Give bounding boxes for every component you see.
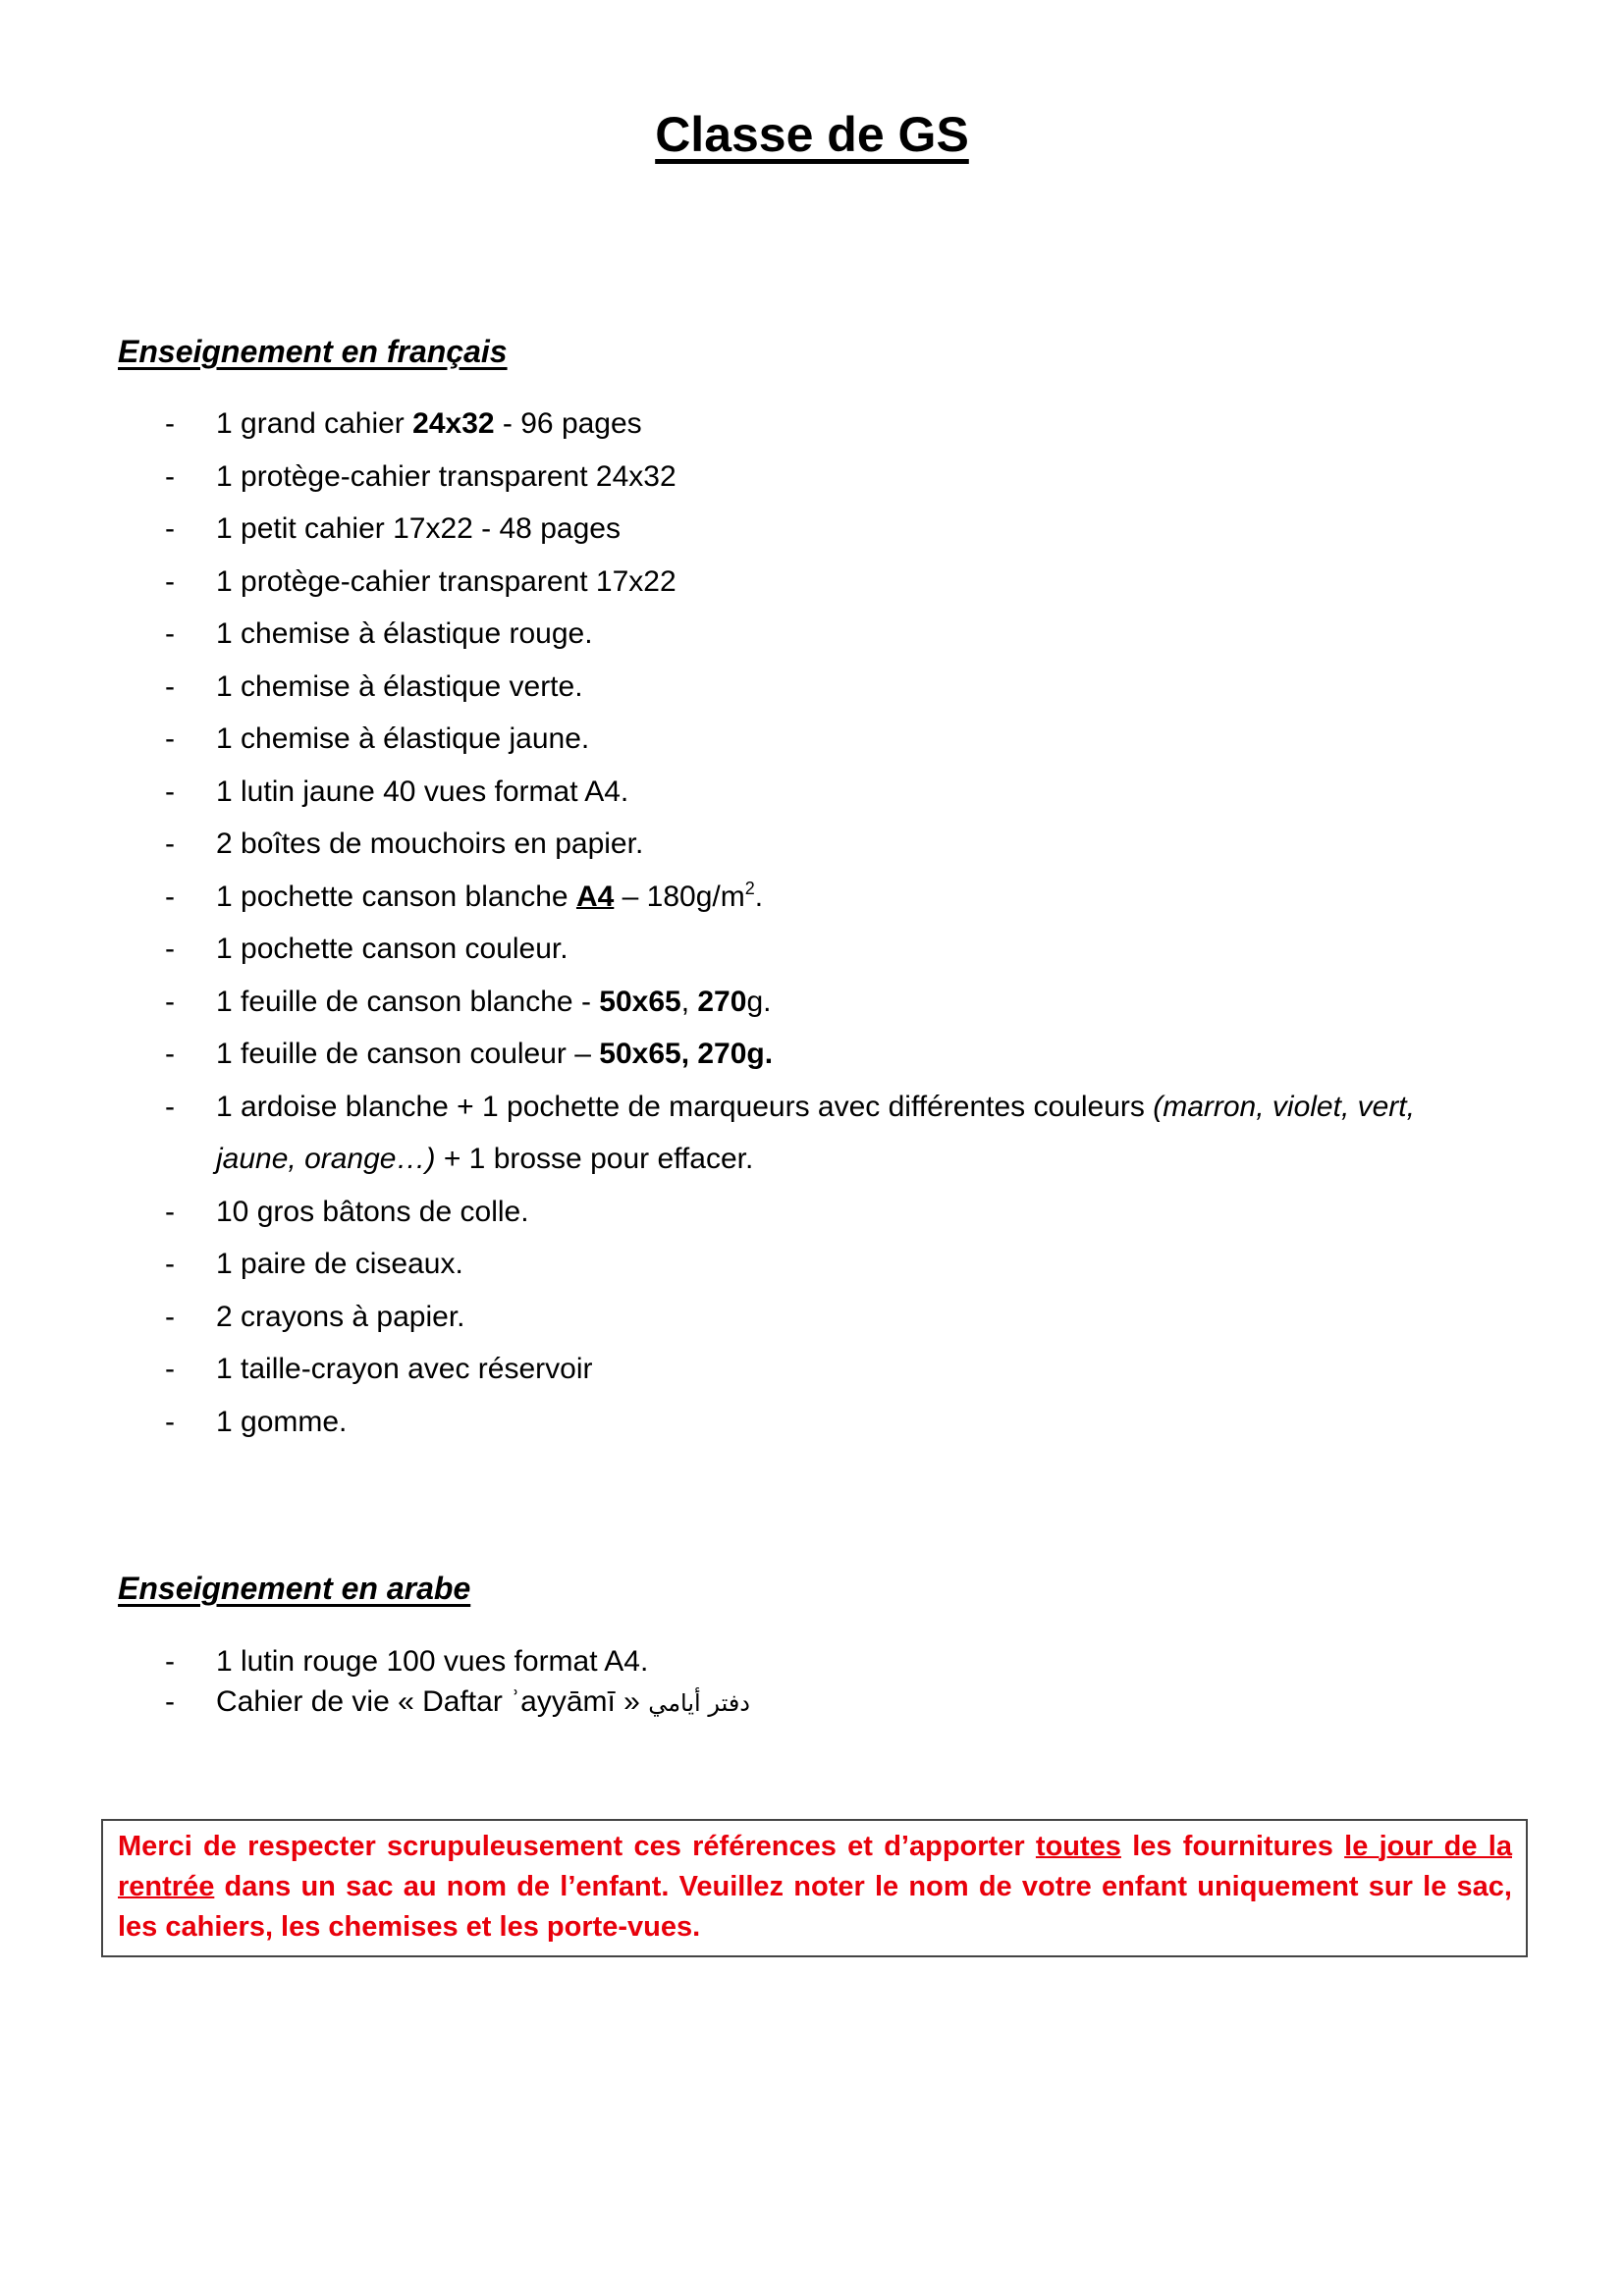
list-item: - 1 chemise à élastique rouge. bbox=[0, 608, 1492, 661]
bullet-dash: - bbox=[165, 407, 175, 440]
bullet-dash: - bbox=[165, 933, 175, 965]
bullet-dash: - bbox=[165, 722, 175, 755]
list-item: - 1 protège-cahier transparent 24x32 bbox=[0, 451, 1492, 504]
bullet-dash: - bbox=[165, 828, 175, 860]
list-item: - 1 feuille de canson couleur – 50x65, 270g. bbox=[0, 1028, 1492, 1081]
bullet-dash: - bbox=[165, 1645, 175, 1678]
arabic-supplies-list bbox=[0, 1641, 1492, 1724]
bullet-dash: - bbox=[165, 774, 175, 808]
list-item: - 1 protège-cahier transparent 17x22 bbox=[0, 556, 1492, 609]
bullet-dash: - bbox=[165, 1038, 175, 1070]
list-item: - 1 feuille de canson blanche - 50x65, 270g. bbox=[0, 976, 1492, 1029]
bullet-dash: - bbox=[165, 1353, 175, 1385]
bullet-dash: - bbox=[165, 1685, 175, 1718]
list-item: - 1 paire de ciseaux. bbox=[0, 1238, 1492, 1291]
list-item: - 1 chemise à élastique verte. bbox=[0, 661, 1492, 714]
list-item: - 1 lutin rouge 100 vues format A4. bbox=[0, 1641, 1492, 1682]
list-item: - 1 pochette canson blanche $A4 - 180g/m^2$. bbox=[0, 871, 1492, 924]
bullet-dash: - bbox=[165, 985, 175, 1018]
bullet-dash: - bbox=[165, 459, 175, 493]
list-item: - 2 boîtes de mouchoirs en papier. bbox=[0, 818, 1492, 871]
list-item: - 2 crayons à papier. bbox=[0, 1291, 1492, 1344]
list-item: - 1 taille-crayon avec réservoir bbox=[0, 1343, 1492, 1396]
list-item: - 10 gros bâtons de colle. bbox=[0, 1186, 1492, 1239]
section-heading-arabic: Enseignement en arabe bbox=[118, 1571, 471, 1606]
list-item: - Cahier de vie « Daftar ʾayyāmī » دفتر أيامي bbox=[0, 1682, 1492, 1724]
list-item: - 1 gomme. bbox=[0, 1396, 1492, 1449]
bullet-dash: - bbox=[165, 1090, 175, 1123]
bullet-dash: - bbox=[165, 564, 175, 598]
bullet-dash: - bbox=[165, 669, 175, 703]
bullet-dash: - bbox=[165, 880, 175, 913]
list-item: - 1 lutin jaune 40 vues format A4. bbox=[0, 766, 1492, 819]
notice-box: Merci de respecter scrupuleusement ces références et d’apporter toutes les fournitures le jour de la rentrée dans un sac au nom de l’enfant. Veuillez noter le nom de votre enfant uniquement sur le sac, les cahiers, les chemises et les porte-vues. bbox=[101, 1819, 1528, 1957]
list-item: - 1 ardoise blanche + 1 pochette de marqueurs avec différentes couleurs (marron, violet, vert, jaune, orange…) + 1 brosse pour effacer. bbox=[0, 1081, 1492, 1186]
bullet-dash: - bbox=[165, 512, 175, 545]
bullet-dash: - bbox=[165, 617, 175, 650]
list-item: - 1 pochette canson couleur. bbox=[0, 923, 1492, 976]
french-supplies-list bbox=[0, 398, 1492, 1448]
bullet-dash: - bbox=[165, 1248, 175, 1280]
bullet-dash: - bbox=[165, 1195, 175, 1228]
page-title: Classe de GS bbox=[655, 107, 969, 162]
section-heading-french: Enseignement en français bbox=[118, 334, 508, 369]
list-item: - 1 petit cahier 17x22 - 48 pages bbox=[0, 503, 1492, 556]
bullet-dash: - bbox=[165, 1405, 175, 1438]
arabic-title: دفتر أيامي bbox=[648, 1689, 750, 1717]
bullet-dash: - bbox=[165, 1300, 175, 1333]
list-item: - 1 chemise à élastique jaune. bbox=[0, 713, 1492, 766]
list-item: - 1 grand cahier 24x32 - 96 pages bbox=[0, 398, 1492, 451]
